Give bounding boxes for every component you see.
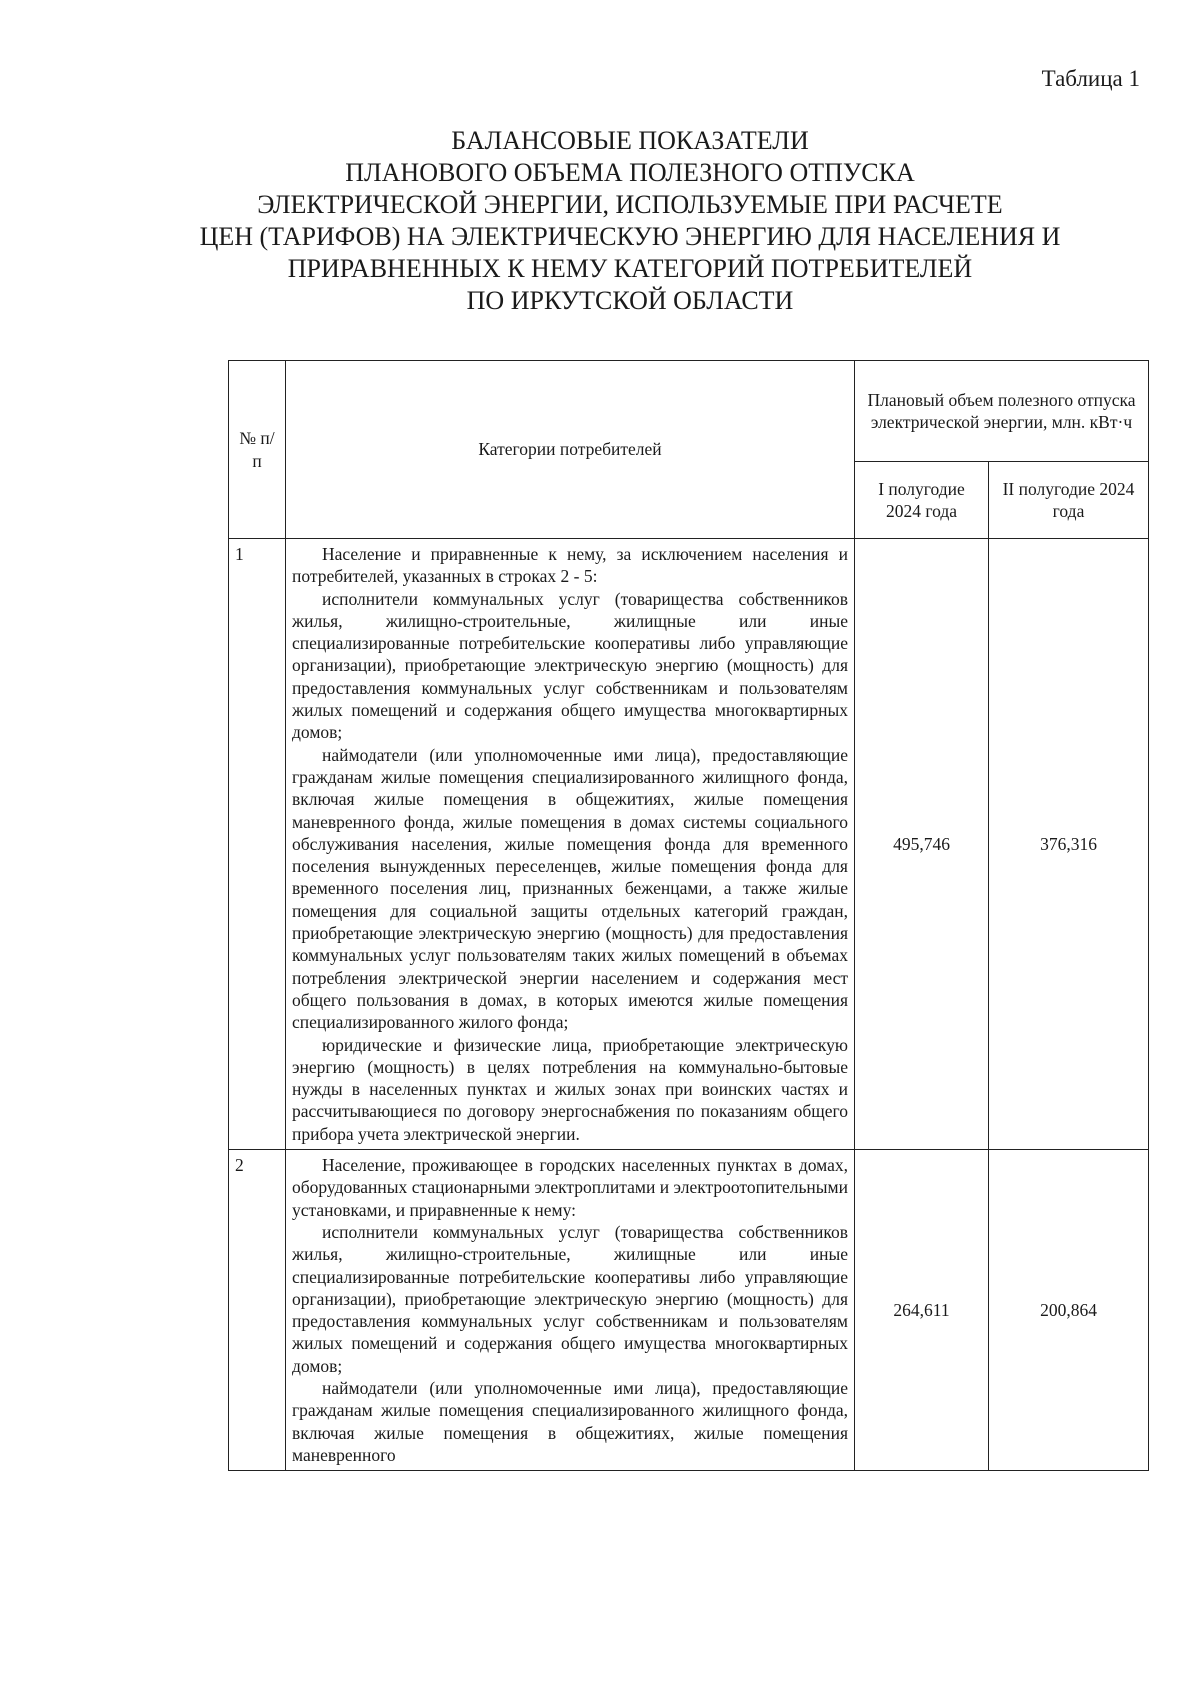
header-category: Категории потребителей: [286, 361, 855, 539]
balance-table: [228, 360, 1149, 1471]
header-num: № п/п: [229, 361, 286, 539]
table-row: [229, 1150, 1149, 1471]
row-category: [286, 539, 855, 1150]
category-paragraph: исполнители коммунальных услуг (товарищества собственников жилья, жилищно-строительные, жилищные или иные специализированные потребительские кооперативы либо управляющие организации), приобретающие электрическую энергию (мощность) для предоставления коммунальных услуг собственникам и пользователям жилых помещений и содержания общего имущества многоквартирных домов;: [292, 1221, 848, 1376]
title-line: ПО ИРКУТСКОЙ ОБЛАСТИ: [466, 286, 794, 315]
category-paragraph: наймодатели (или уполномоченные ими лица), предоставляющие гражданам жилые помещения специализированного жилищного фонда, включая жилые помещения в общежитиях, жилые помещения маневренного: [292, 1377, 848, 1465]
category-paragraph: Население, проживающее в городских населенных пунктах в домах, оборудованных стационарными электроплитами и электроотопительными установками, и приравненные к нему:: [292, 1155, 848, 1220]
row-number: 2: [229, 1150, 286, 1471]
header-half2: II полугодие 2024 года: [989, 462, 1149, 539]
category-paragraph: Население и приравненные к нему, за исключением населения и потребителей, указанных в строках 2 - 5:: [292, 544, 848, 587]
row-half1-value: 264,611: [855, 1150, 989, 1471]
row-category: [286, 1150, 855, 1471]
category-paragraph: исполнители коммунальных услуг (товарищества собственников жилья, жилищно-строительные, жилищные или иные специализированные потребительские кооперативы либо управляющие организации), приобретающие электрическую энергию (мощность) для предоставления коммунальных услуг собственникам и пользователям жилых помещений и содержания общего имущества многоквартирных домов;: [292, 588, 848, 743]
title-line: ЦЕН (ТАРИФОВ) НА ЭЛЕКТРИЧЕСКУЮ ЭНЕРГИЮ ДЛЯ НАСЕЛЕНИЯ И: [199, 222, 1061, 251]
header-half1: I полугодие 2024 года: [855, 462, 989, 539]
row-half2-value: 200,864: [989, 1150, 1149, 1471]
title-line: БАЛАНСОВЫЕ ПОКАЗАТЕЛИ: [451, 126, 809, 155]
header-row: [229, 361, 1149, 462]
title-line: ПРИРАВНЕННЫХ К НЕМУ КАТЕГОРИЙ ПОТРЕБИТЕЛЕЙ: [287, 254, 973, 283]
table-label: Таблица 1: [1041, 66, 1140, 91]
category-paragraph: наймодатели (или уполномоченные ими лица), предоставляющие гражданам жилые помещения специализированного жилищного фонда, включая жилые помещения в общежитиях, жилые помещения маневренного фонда, жилые помещения в домах системы социального обслуживания населения, жилые помещения фонда для временного поселения вынужденных переселенцев, жилые помещения фонда для временного поселения лиц, признанных беженцами, а также жилые помещения для социальной защиты отдельных категорий граждан, приобретающие электрическую энергию (мощность) для предоставления коммунальных услуг пользователям таких жилых помещений в объемах потребления электрической энергии населением и содержания мест общего пользования в домах, в которых имеются жилые помещения специализированного жилого фонда;: [292, 744, 848, 1033]
header-volume: Плановый объем полезного отпуска электрической энергии, млн. кВт·ч: [855, 361, 1149, 462]
document-title: [190, 125, 1070, 317]
title-line: ЭЛЕКТРИЧЕСКОЙ ЭНЕРГИИ, ИСПОЛЬЗУЕМЫЕ ПРИ РАСЧЕТЕ: [257, 190, 1003, 219]
row-number: 1: [229, 539, 286, 1150]
row-half1-value: 495,746: [855, 539, 989, 1150]
title-line: ПЛАНОВОГО ОБЪЕМА ПОЛЕЗНОГО ОТПУСКА: [345, 158, 915, 187]
category-paragraph: юридические и физические лица, приобретающие электрическую энергию (мощность) в целях потребления на коммунально-бытовые нужды в населенных пунктах и жилых зонах при воинских частях и рассчитывающиеся по договору энергоснабжения по показаниям общего прибора учета электрической энергии.: [292, 1034, 848, 1144]
table-row: [229, 539, 1149, 1150]
row-half2-value: 376,316: [989, 539, 1149, 1150]
